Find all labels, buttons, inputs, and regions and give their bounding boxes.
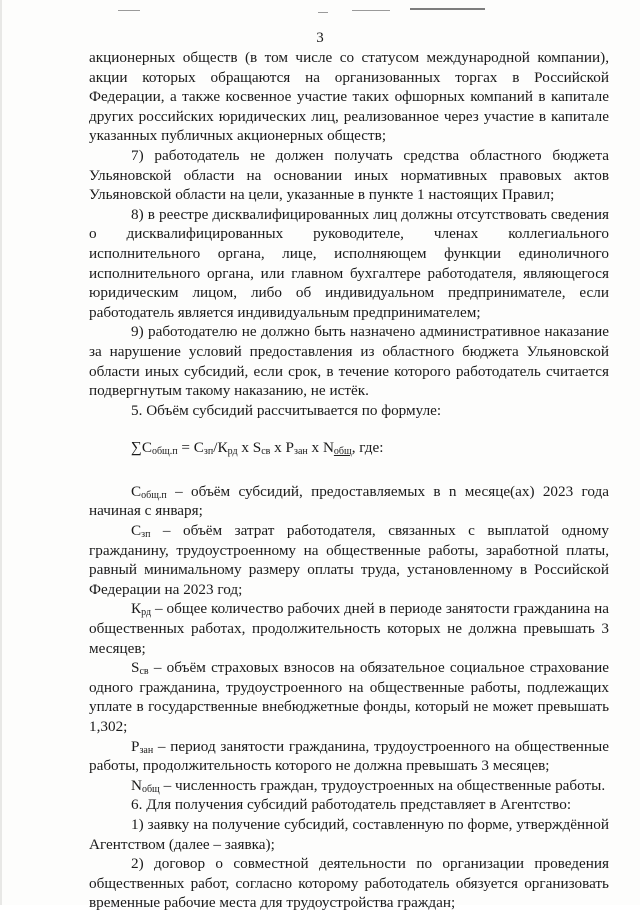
paragraph-section-5: 5. Объём субсидий рассчитывается по формуле: [131,401,442,419]
subsidy-formula: $\sum C_{общ.п} = C_{зп}/К_{рд}$ x $S_{св}$ x $P_{зан}$ x $N_{общ}$, где: [131,439,384,458]
paragraph-item-9: 9) работодателю не должно быть назначено административное наказание за нарушение условий предоставления из областного бюджета Ульяновской области иных субсидий, если срок, в течение которого работодатель считается подвергнутым такому наказанию, не истёк. [89,323,609,400]
definition-n-count: $N_{общ}$ – численность граждан, трудоустроенных на общественные работы. [131,776,606,795]
scan-artifact [410,8,485,10]
document-body [89,48,609,913]
paragraph-section-6: 6. Для получения субсидий работодатель представляет в Агентство: [131,796,572,814]
paragraph-item-7: 7) работодатель не должен получать средства областного бюджета Ульяновской области на основании иных нормативных правовых актов Ульяновской области на цели, указанные в пункте 1 настоящих Правил; [89,146,609,204]
paragraph-item-8: 8) в реестре дисквалифицированных лиц должны отсутствовать сведения о дисквалифицированных руководителе, членах коллегиального исполнительного органа, лице, исполняющем функции единоличного исполнительного органа, или главном бухгалтере работодателя, являющегося юридическим лицом, либо об индивидуальном предпринимателе, если работодатель является индивидуальным предпринимателем; [89,205,609,321]
scan-artifact [318,12,328,13]
definition-k-days: $К_{рд}$ – общее количество рабочих дней в периоде занятости гражданина на общественных работах, продолжительность которых не должна превышать 3 месяцев; [89,600,609,657]
definition-c-total: $С_{общ.п}$ – объём субсидий, предоставляемых в n месяце(ах) 2023 года начиная с января; [89,482,609,520]
page-number: 3 [316,30,324,46]
paragraph-continuation: акционерных обществ (в том числе со статусом международной компании), акции которых обращаются на организованных торгах в Российской Федерации, а также косвенное участие таких офшорных компаний в капитале других российских юридических лиц, реализованное через участие в капитале указанных публичных акционерных обществ; [89,49,609,145]
definition-c-salary: $С_{зп}$ – объём затрат работодателя, связанных с выплатой одному гражданину, трудоустроенному на общественные работы, заработной платы, равный минимальному размеру оплаты труда, установленному в Российской Федерации на 2023 год; [89,522,609,598]
definition-s-insurance: $S_{св}$ – объём страховых взносов на обязательное социальное страхование одного гражданина, трудоустроенного на общественные работы, подлежащих уплате в государственные внебюджетные фонды, который не может превышать 1,302; [89,659,609,735]
paragraph-item-1: 1) заявку на получение субсидий, составленную по форме, утверждённой Агентством (далее – заявка); [89,815,609,853]
scan-artifact [118,10,140,11]
scan-artifact [352,10,390,11]
scan-edge [0,0,2,905]
definition-p-period: $Р_{зан}$ – период занятости гражданина, трудоустроенного на общественные работы, продолжительность которого не должна превышать 3 месяцев; [89,737,609,775]
paragraph-item-2: 2) договор о совместной деятельности по организации проведения общественных работ, согласно которому работодатель обязуется организовать временные рабочие места для трудоустройства граждан; [89,855,609,912]
